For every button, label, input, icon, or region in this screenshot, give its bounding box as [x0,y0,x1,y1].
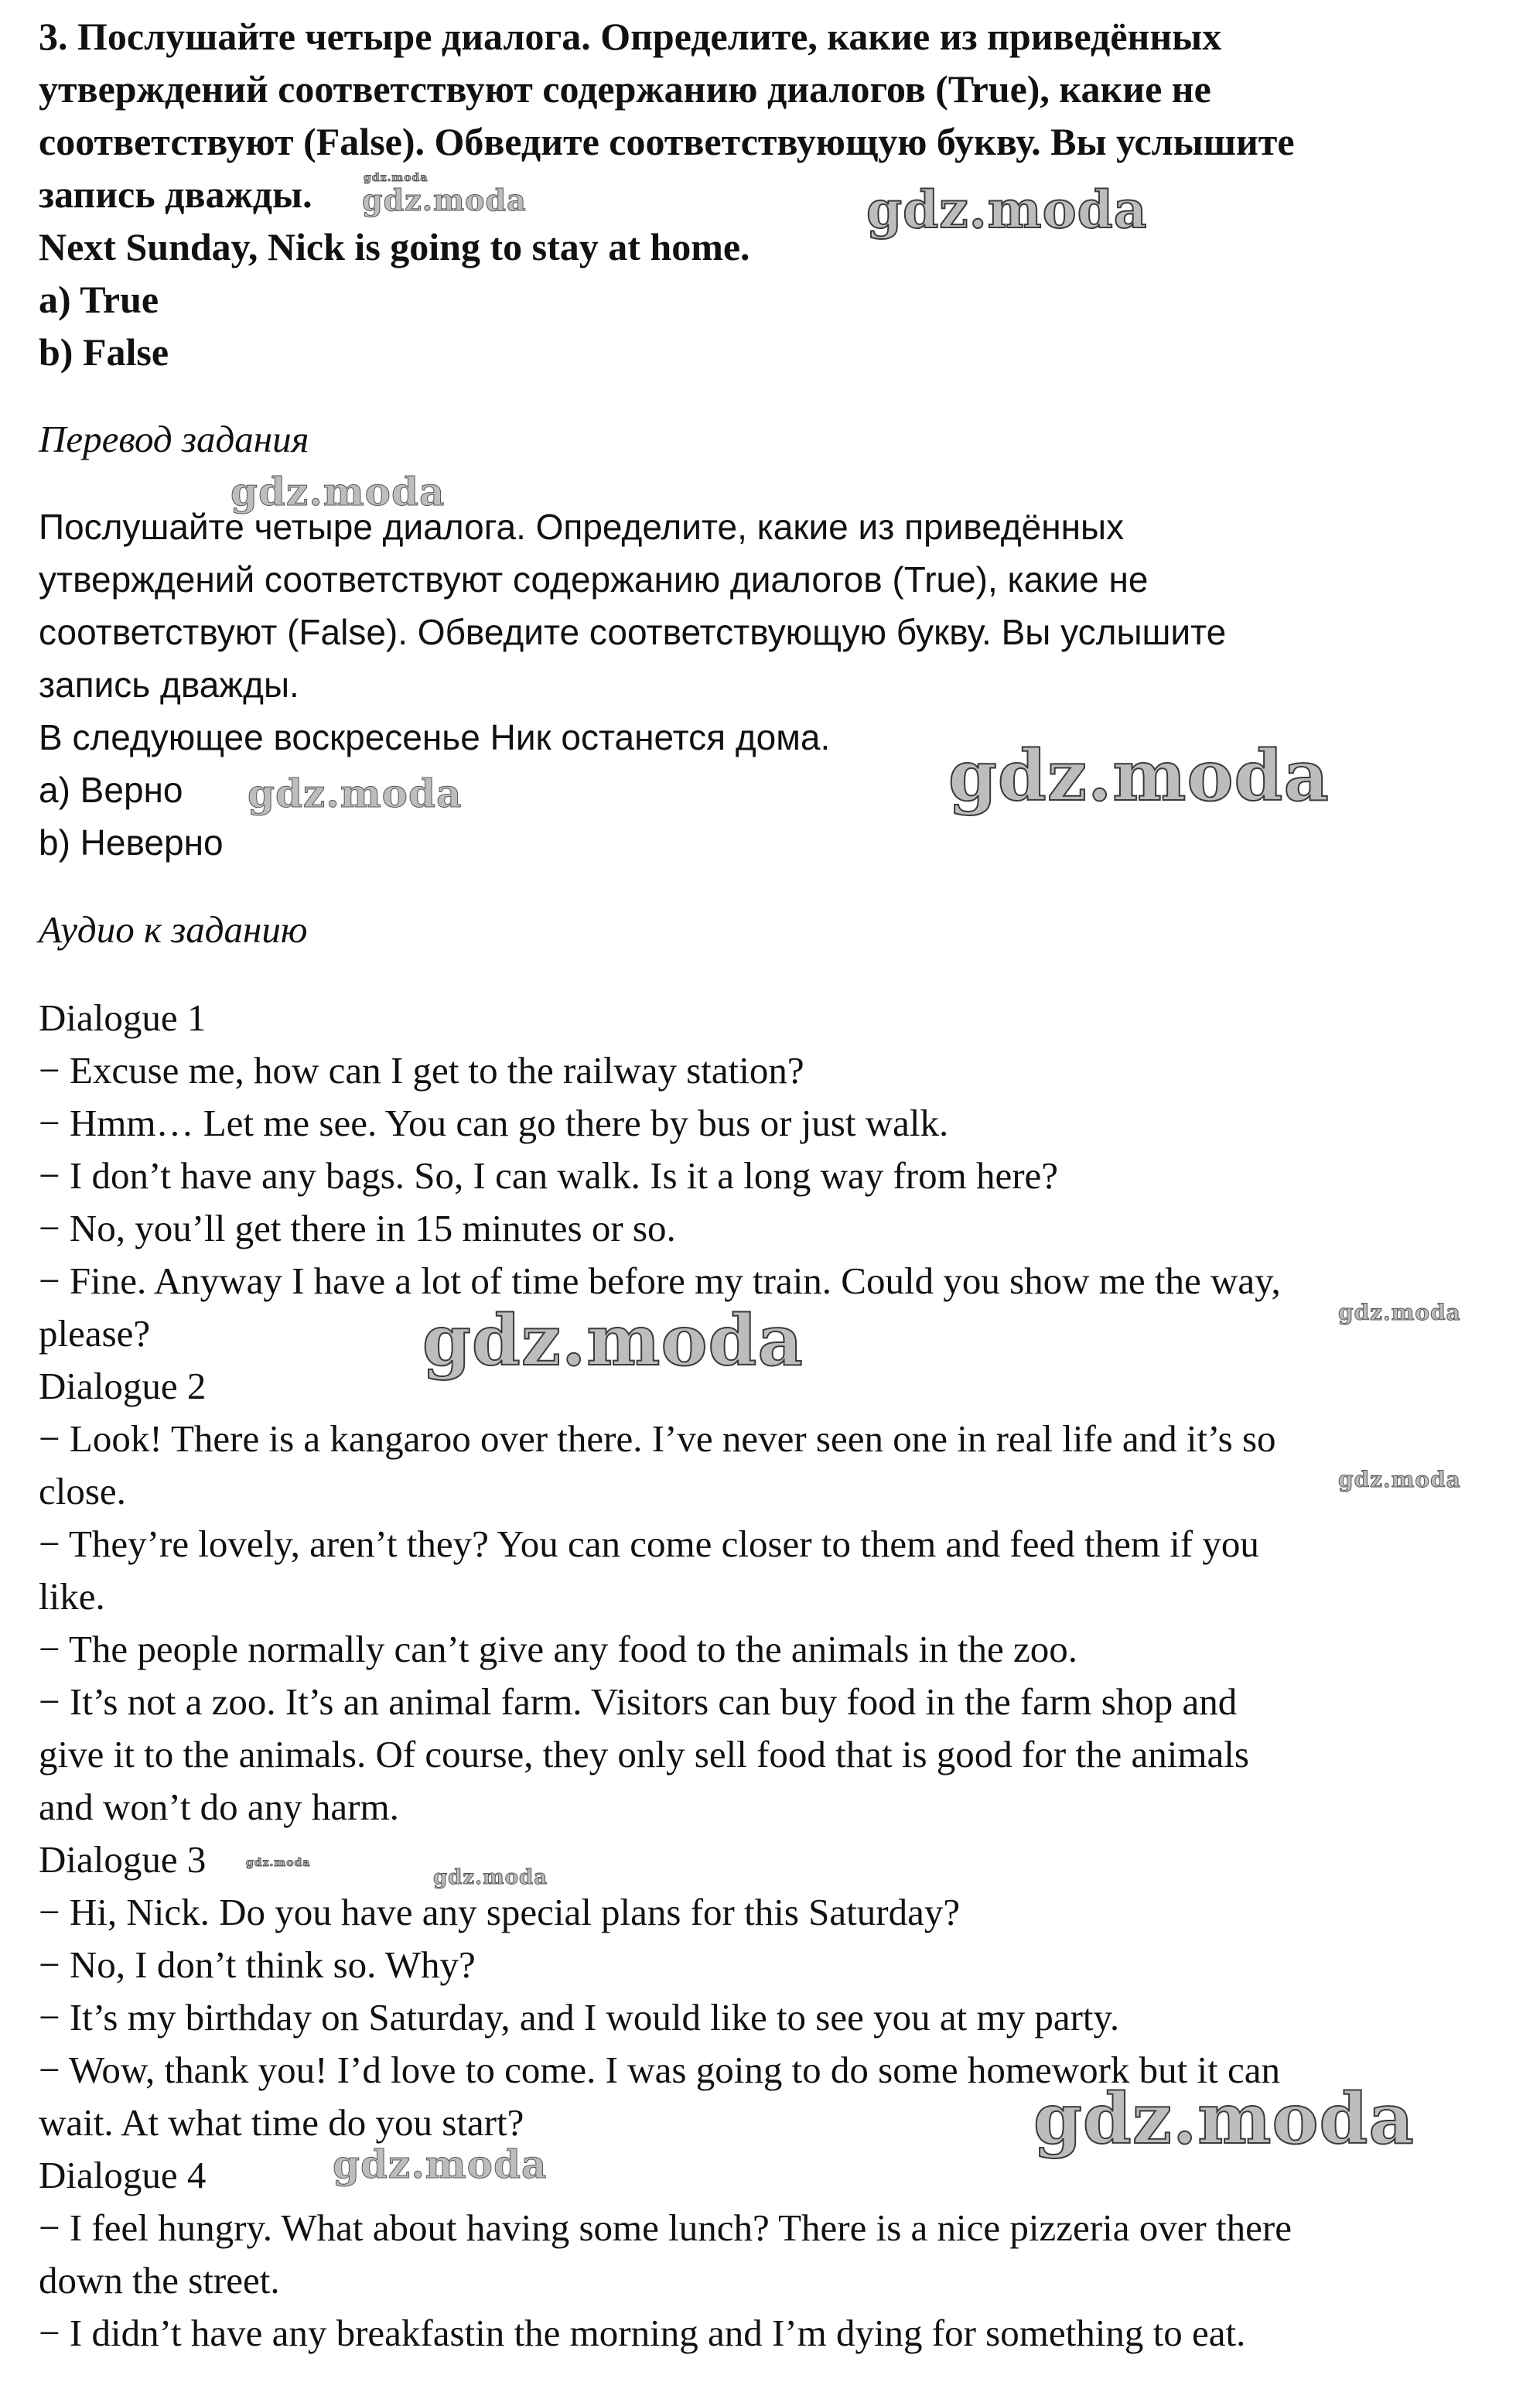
dialogue-line: − Hi, Nick. Do you have any special plans for this Saturday? [39,1891,961,1933]
task-line-4: запись дважды. [39,173,312,216]
dialogue-line: − Wow, thank you! I’d love to come. I was going to do some homework but it can [39,2049,1281,2091]
dialogue-1-title: Dialogue 1 [39,996,207,1039]
task-line-2: утверждений соответствуют содержанию диалогов (True), какие не [39,67,1211,111]
watermark-logo: gdz.moda [1338,1300,1461,1325]
task-line-3: соответствуют (False). Обведите соответствующую букву. Вы услышите [39,120,1295,163]
watermark-logo: gdz.moda [1033,2078,1415,2160]
dialogue-line: wait. At what time do you start? [39,2101,524,2144]
dialogue-line: and won’t do any harm. [39,1786,399,1828]
watermark-logo: gdz.moda [362,183,527,217]
dialogue-line: − Fine. Anyway I have a lot of time before my train. Could you show me the way, [39,1259,1281,1302]
watermark-logo: gdz.moda [230,469,446,514]
dialogue-line: − Hmm… Let me see. You can go there by bus or just walk. [39,1102,949,1144]
audio-heading: Аудио к заданию [39,908,308,951]
dialogue-line: − I feel hungry. What about having some lunch? There is a nice pizzeria over there [39,2206,1292,2249]
dialogue-line: − Look! There is a kangaroo over there. I’ve never seen one in real life and it’s so [39,1417,1276,1460]
dialogue-line: − I didn’t have any breakfastin the morning and I’m dying for something to eat. [39,2312,1246,2354]
watermark-logo: gdz.moda [364,172,429,184]
translation-statement: В следующее воскресенье Ник останется дома. [39,717,831,757]
translation-line-3: соответствуют (False). Обведите соответствующую букву. Вы услышите [39,612,1227,652]
translation-line-4: запись дважды. [39,665,299,705]
watermark-logo: gdz.moda [422,1300,804,1382]
dialogue-line: like. [39,1575,105,1618]
translation-option-b: b) Неверно [39,822,224,863]
translation-option-a: a) Верно [39,770,183,810]
watermark-logo: gdz.moda [333,2141,548,2187]
translation-line-1: Послушайте четыре диалога. Определите, какие из приведённых [39,507,1125,547]
task-statement: Next Sunday, Nick is going to stay at home. [39,225,750,268]
dialogue-line: close. [39,1470,126,1512]
translation-line-2: утверждений соответствуют содержанию диалогов (True), какие не [39,559,1149,600]
dialogue-line: give it to the animals. Of course, they only sell food that is good for the animals [39,1733,1249,1775]
dialogue-line: down the street. [39,2259,280,2302]
dialogue-2-title: Dialogue 2 [39,1365,207,1407]
watermark-logo: gdz.moda [866,179,1148,240]
dialogue-3-title: Dialogue 3 [39,1838,207,1881]
watermark-logo: gdz.moda [433,1866,548,1889]
dialogue-line: − It’s my birthday on Saturday, and I would like to see you at my party. [39,1996,1120,2039]
watermark-logo: gdz.moda [1338,1467,1461,1492]
translation-heading: Перевод задания [39,418,309,460]
dialogue-line: − They’re lovely, aren’t they? You can come closer to them and feed them if you [39,1523,1259,1565]
dialogue-line: − The people normally can’t give any food to the animals in the zoo. [39,1628,1078,1670]
task-option-a: a) True [39,278,159,321]
task-line-1: 3. Послушайте четыре диалога. Определите, какие из приведённых [39,15,1222,58]
dialogue-line: − I don’t have any bags. So, I can walk. Is it a long way from here? [39,1154,1059,1197]
dialogue-line: − No, you’ll get there in 15 minutes or so. [39,1207,676,1249]
watermark-logo: gdz.moda [948,735,1330,817]
dialogue-4-title: Dialogue 4 [39,2154,207,2196]
watermark-logo: gdz.moda [246,1857,311,1869]
dialogue-line: − Excuse me, how can I get to the railway station? [39,1049,804,1092]
task-option-b: b) False [39,330,169,374]
dialogue-line: − No, I don’t think so. Why? [39,1943,476,1986]
watermark-logo: gdz.moda [248,771,463,816]
dialogue-line: − It’s not a zoo. It’s an animal farm. Visitors can buy food in the farm shop and [39,1680,1238,1723]
dialogue-line: please? [39,1312,151,1355]
